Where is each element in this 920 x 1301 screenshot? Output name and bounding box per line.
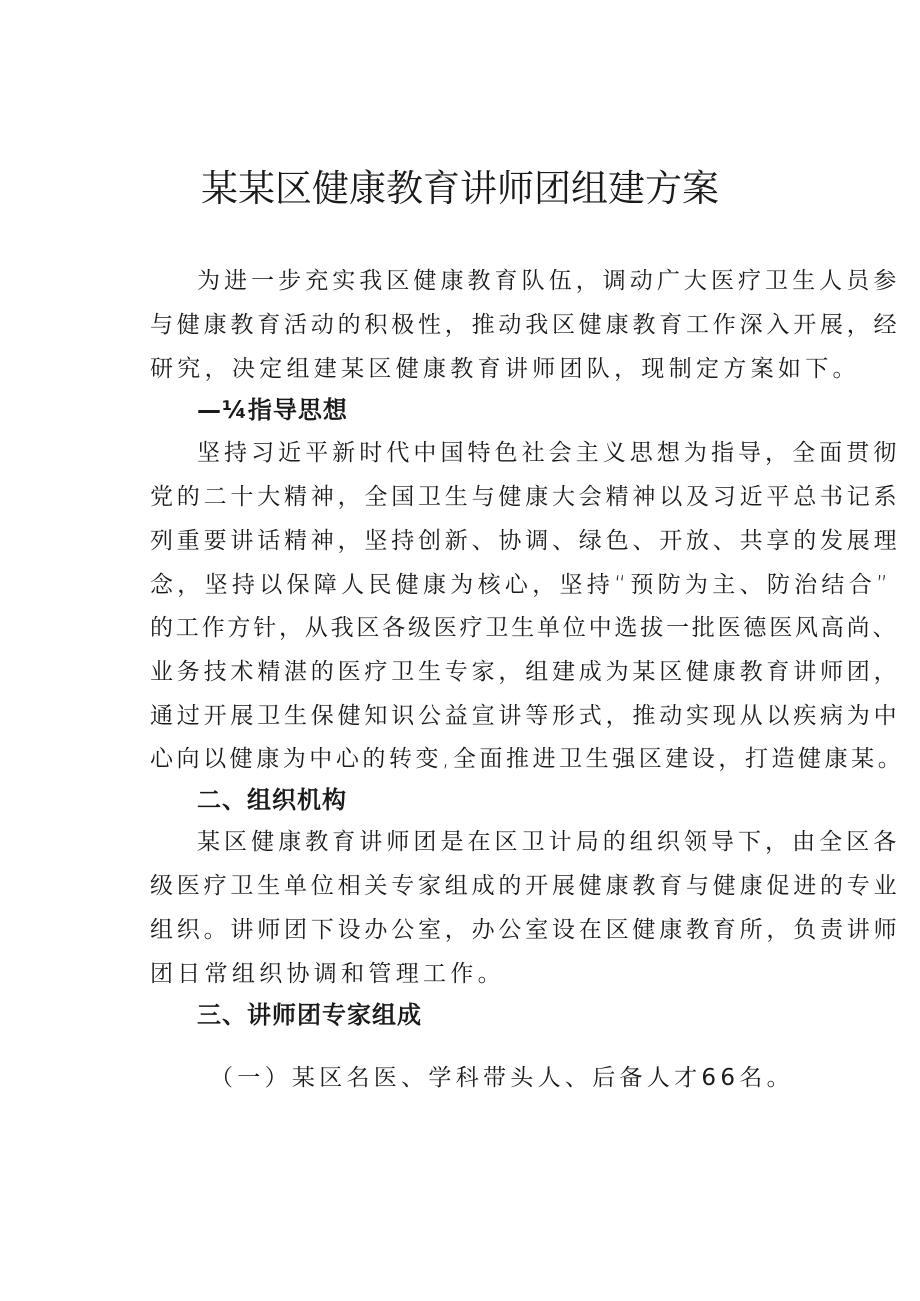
- intro-line-1: 为进一步充实我区健康教育队伍，调动广大医疗卫生人员参: [197, 268, 901, 294]
- section2-heading: 二、组织机构: [197, 786, 347, 814]
- intro-line-3: 研究，决定组建某区健康教育讲师团队，现制定方案如下。: [150, 356, 860, 382]
- section1-line-2: 党的二十大精神，全国卫生与健康大会精神以及习近平总书记系: [150, 484, 901, 510]
- section2-line-2: 级医疗卫生单位相关专家组成的开展健康教育与健康促进的专业: [150, 873, 901, 899]
- section1-line-7: 通过开展卫生保健知识公益宣讲等形式，推动实现从以疾病为中: [150, 703, 901, 729]
- section1-line-1: 坚持习近平新时代中国特色社会主义思想为指导，全面贯彻: [197, 440, 901, 466]
- section1-line-5: 的工作方针，从我区各级医疗卫生单位中选拔一批医德医风高尚、: [150, 615, 899, 641]
- section1-line-3: 列重要讲话精神，坚持创新、协调、绿色、开放、共享的发展理: [150, 528, 901, 554]
- section3-item-1: （一）某区名医、学科带头人、后备人才66名。: [210, 1065, 794, 1091]
- section1-line-6: 业务技术精湛的医疗卫生专家，组建成为某区健康教育讲师团，: [150, 659, 901, 685]
- document-title: 某某区健康教育讲师团组建方案: [201, 167, 719, 210]
- section2-line-1: 某区健康教育讲师团是在区卫计局的组织领导下，由全区各: [197, 829, 901, 855]
- section3-heading: 三、讲师团专家组成: [197, 1001, 422, 1029]
- section2-line-4: 团日常组织协调和管理工作。: [150, 961, 505, 987]
- intro-line-2: 与健康教育活动的积极性，推动我区健康教育工作深入开展，经: [150, 312, 901, 338]
- section1-line-4: 念，坚持以保障人民健康为核心，坚持“预防为主、防治结合”: [150, 572, 893, 598]
- section1-heading: —¼指导思想: [197, 396, 348, 424]
- section2-line-3: 组织。讲师团下设办公室，办公室设在区健康教育所，负责讲师: [150, 917, 901, 943]
- section1-line-8: 心向以健康为中心的转变,全面推进卫生强区建设，打造健康某。: [150, 746, 905, 772]
